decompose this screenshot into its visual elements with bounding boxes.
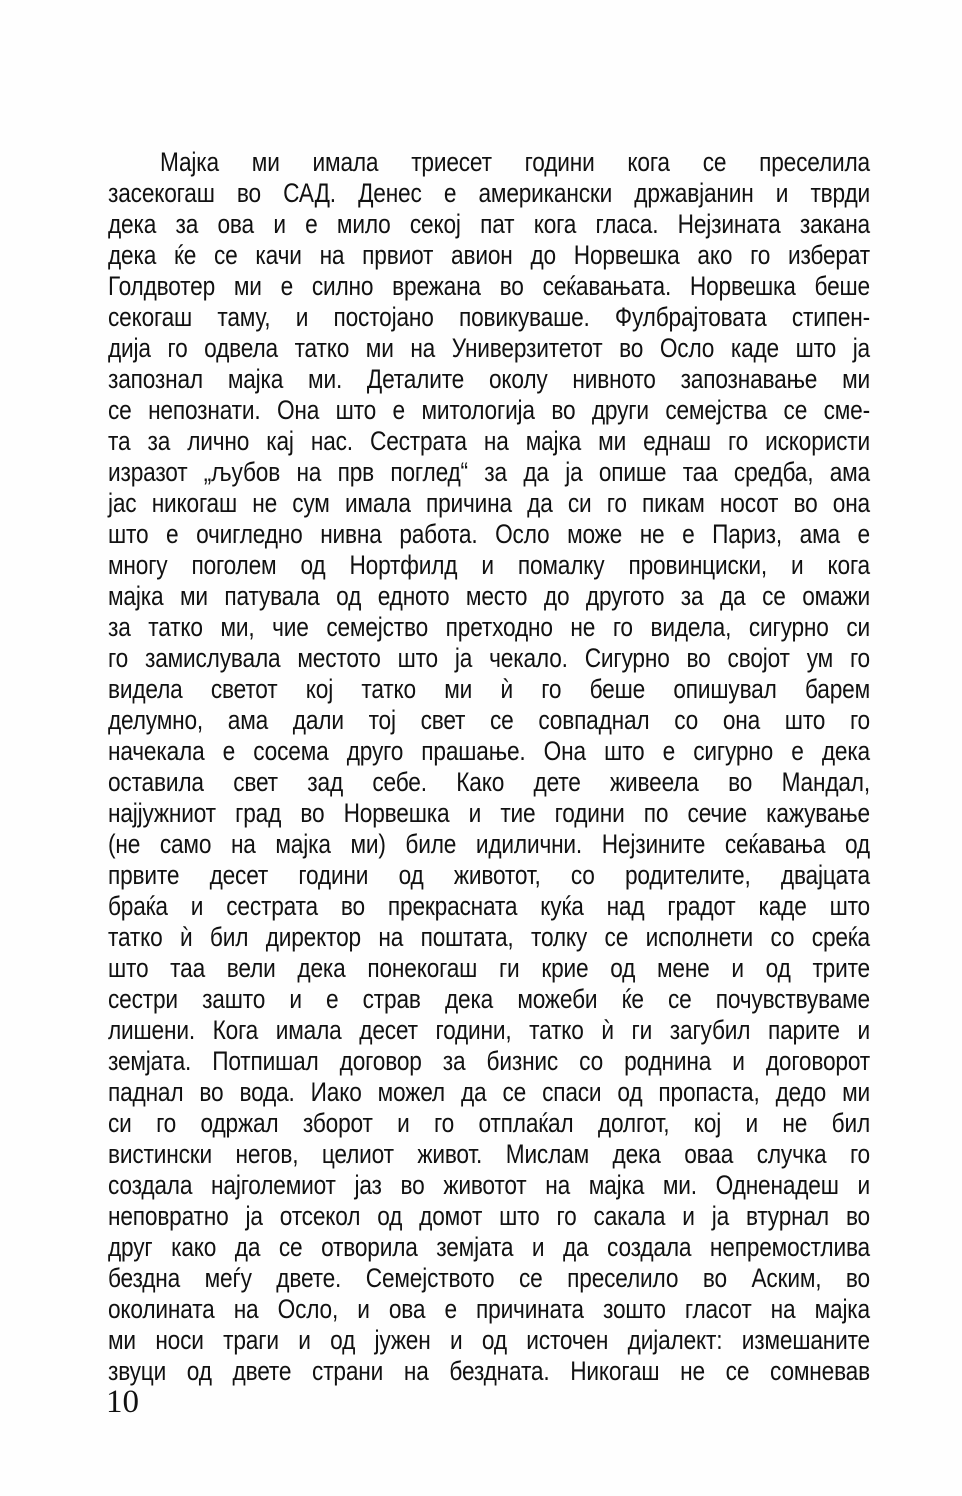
text-line: лишени. Кога имала десет години, татко ѝ ги загубил парите и [108,1015,870,1045]
text-line: го замислувала местото што ја чекало. Сигурно во својот ум го [108,643,870,673]
text-line: та за лично кај нас. Сестрата на мајка ми еднаш го искористи [108,426,870,456]
text-line: создала најголемиот јаз во животот на мајка ми. Одненадеш и [108,1170,870,1200]
text-line: првите десет години од животот, со родителите, двајцата [108,860,870,890]
text-line: околината на Осло, и ова е причината зошто гласот на мајка [108,1294,870,1324]
text-line: секогаш таму, и постојано повикуваше. Фулбрајтовата стипен- [108,302,870,332]
text-line: неповратно ја отсекол од домот што го сакала и ја втурнал во [108,1201,870,1231]
text-line: Голдвотер ми е силно врежана во сеќавањата. Норвешка беше [108,271,870,301]
text-line: делумно, ама дали тој свет се совпаднал со она што го [108,705,870,735]
text-line: паднал во вода. Иако можел да се спаси од пропаста, дедо ми [108,1077,870,1107]
text-line: ми носи траги и од јужен и од источен дијалект: измешаните [108,1325,870,1355]
text-line: што е очигледно нивна работа. Осло може не е Париз, ама е [108,519,870,549]
text-line: сестри зашто и е страв дека можеби ќе се почувствуваме [108,984,870,1014]
paragraph-lines [108,147,870,1387]
text-line: начекала е сосема друго прашање. Она што е сигурно е дека [108,736,870,766]
text-line: запознал мајка ми. Деталите околу нивното запознавање ми [108,364,870,394]
text-line: оставила свет зад себе. Како дете живеела во Мандал, [108,767,870,797]
text-line: дија го одвела татко ми на Универзитетот во Осло каде што ја [108,333,870,363]
text-line: видела светот кој татко ми ѝ го беше опишувал барем [108,674,870,704]
text-line: мајка ми патувала од едното место до другото за да се омажи [108,581,870,611]
text-line: најјужниот град во Норвешка и тие години по сечие кажување [108,798,870,828]
body-text-block [108,147,870,1387]
text-line: вистински негов, целиот живот. Мислам дека оваа случка го [108,1139,870,1169]
text-line: изразот „љубов на прв поглед“ за да ја опише таа средба, ама [108,457,870,487]
text-line: многу поголем од Нортфилд и помалку провинциски, и кога [108,550,870,580]
text-line: си го одржал зборот и го отплаќал долгот, кој и не бил [108,1108,870,1138]
text-line: татко ѝ бил директор на поштата, толку се исполнети со среќа [108,922,870,952]
text-line: браќа и сестрата во прекрасната куќа над градот каде што [108,891,870,921]
text-line: Мајка ми имала триесет години кога се преселила [160,147,870,177]
text-line: дека ќе се качи на првиот авион до Норвешка ако го изберат [108,240,870,270]
text-line: за татко ми, чие семејство претходно не го видела, сигурно си [108,612,870,642]
text-line: засекогаш во САД. Денес е американски државјанин и тврди [108,178,870,208]
text-line: друг како да се отворила земјата и да создала непремостлива [108,1232,870,1262]
page-number: 10 [106,1384,139,1420]
text-line: се непознати. Она што е митологија во други семејства се сме- [108,395,870,425]
text-line: бездна меѓу двете. Семејството се преселило во Аским, во [108,1263,870,1293]
text-line: (не само на мајка ми) биле идилични. Нејзините сеќавања од [108,829,870,859]
text-line: што таа вели дека понекогаш ги крие од мене и од трите [108,953,870,983]
text-line: дека за ова и е мило секој пат кога гласа. Нејзината закана [108,209,870,239]
text-line: земјата. Потпишал договор за бизнис со роднина и договорот [108,1046,870,1076]
text-line: јас никогаш не сум имала причина да си го пикам носот во она [108,488,870,518]
text-line: звуци од двете страни на бездната. Никогаш не се сомневав [108,1356,870,1386]
